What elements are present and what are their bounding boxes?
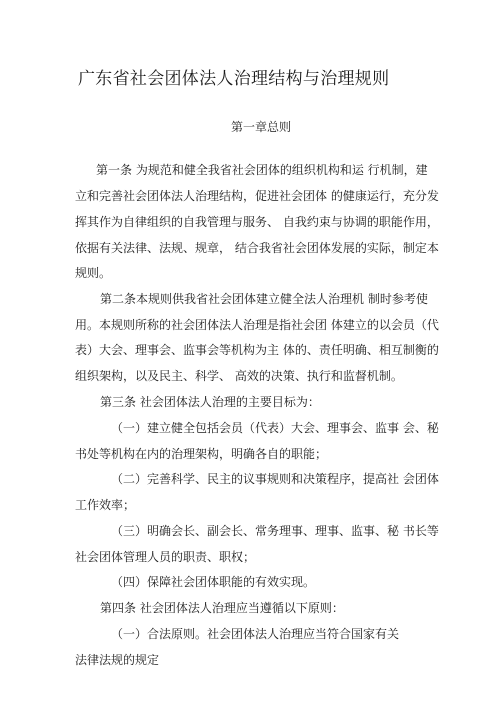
paragraph-line: （二）完善科学、民主的议事规则和决策程序，提高社 会团体: [111, 472, 439, 486]
paragraph-line: 依据有关法律、法规、规章， 结合我省社会团体发展的实际，制定本: [75, 241, 439, 255]
paragraph-line: 挥其作为自律组织的自我管理与服务、 自我约束与协调的职能作用，: [75, 215, 439, 229]
paragraph-line: （一）合法原则。社会团体法人治理应当符合国家有关: [111, 627, 400, 641]
paragraph-line: 工作效率；: [75, 498, 136, 512]
paragraph-line: 表）大会、理事会、监事会等机构为主 体的、责任明确、相互制衡的: [75, 343, 439, 357]
document-title: 广东省社会团体法人治理结构与治理规则: [78, 69, 390, 89]
paragraph-line: （三）明确会长、副会长、常务理事、理事、监事、秘 书长等: [111, 524, 439, 538]
paragraph-line: 第三条 社会团体法人治理的主要目标为：: [100, 395, 320, 409]
chapter-heading: 第一章总则: [230, 120, 291, 134]
paragraph-line: 立和完善社会团体法人治理结构，促进社会团体 的健康运行，充分发: [75, 189, 439, 203]
paragraph-line: 第二条本规则供我省社会团体建立健全法人治理机 制时参考使: [100, 292, 428, 306]
paragraph-line: 书处等机构在内的治理架构，明确各自的职能；: [75, 447, 328, 461]
paragraph-line: 规则。: [75, 266, 112, 280]
paragraph-line: （一）建立健全包括会员（代表）大会、理事会、监事 会、秘: [111, 421, 439, 435]
paragraph-line: 第一条 为规范和健全我省社会团体的组织机构和运 行机制，建: [96, 163, 428, 177]
paragraph-line: 法律法规的规定: [75, 653, 160, 667]
paragraph-line: 社会团体管理人员的职责、职权；: [75, 550, 256, 564]
paragraph-line: 组织架构，以及民主、科学、 高效的决策、执行和监督机制。: [75, 369, 403, 383]
paragraph-line: 用。本规则所称的社会团体法人治理是指社会团 体建立的以会员（代: [75, 318, 439, 332]
paragraph-line: 第四条 社会团体法人治理应当遵循以下原则：: [100, 601, 344, 615]
paragraph-line: （四）保障社会团体职能的有效实现。: [111, 575, 316, 589]
